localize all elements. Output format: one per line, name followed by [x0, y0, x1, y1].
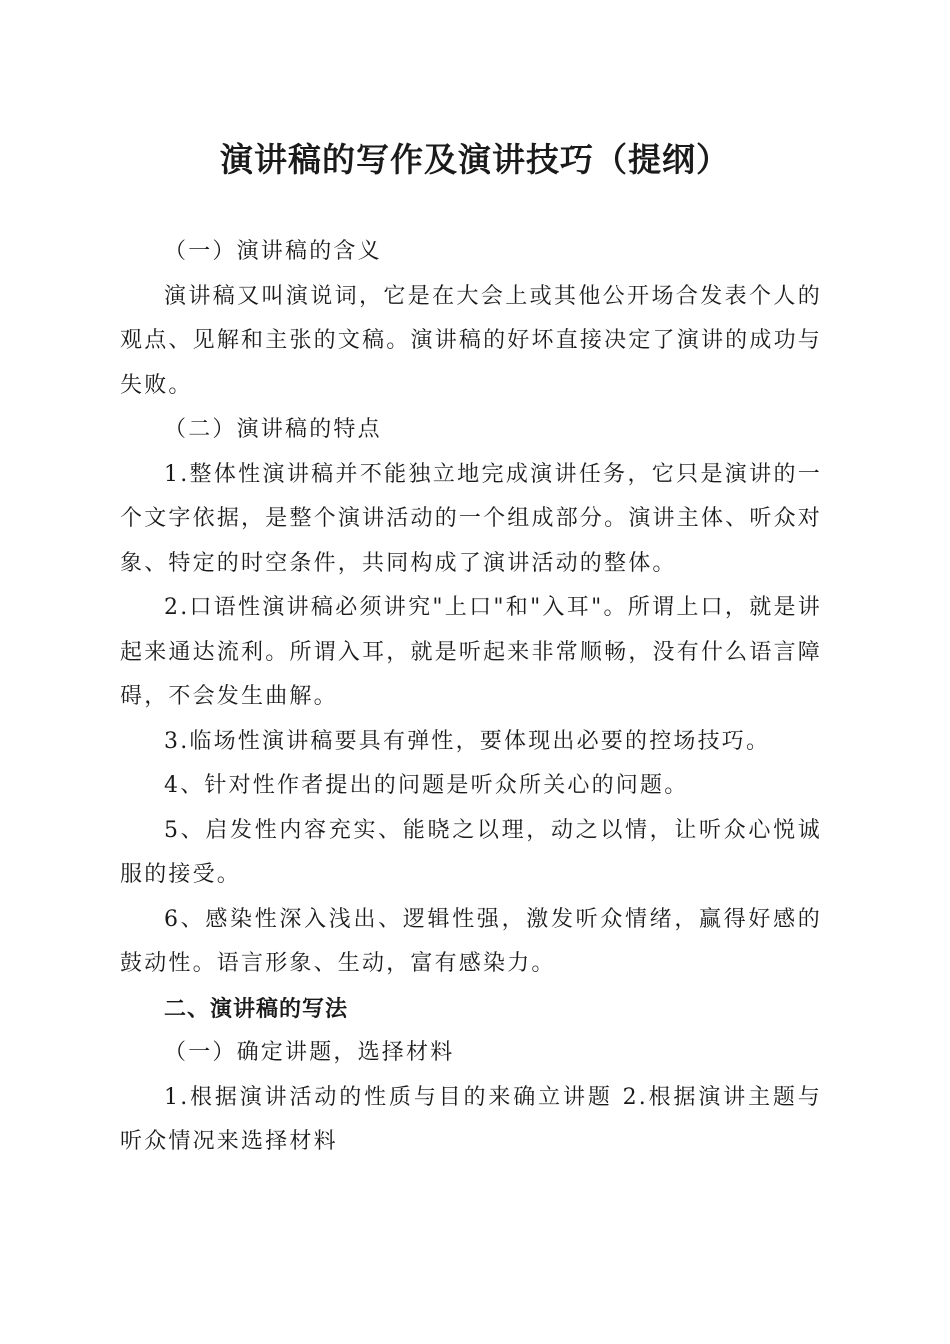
paragraph-feature-6: 6、感染性深入浅出、逻辑性强，激发听众情绪，赢得好感的鼓动性。语言形象、生动，富有感染力。	[120, 906, 822, 976]
paragraph-feature-1: 1.整体性演讲稿并不能独立地完成演讲任务，它只是演讲的一个文字依据，是整个演讲活动的一个组成部分。演讲主体、听众对象、特定的时空条件，共同构成了演讲活动的整体。	[120, 461, 822, 576]
section-heading-topic: （一）确定讲题，选择材料	[164, 1040, 455, 1065]
paragraph-feature-5: 5、启发性内容充实、能晓之以理，动之以情，让听众心悦诚服的接受。	[120, 817, 822, 887]
section-heading-features: （二）演讲稿的特点	[164, 417, 382, 442]
chapter-heading-writing: 二、演讲稿的写法	[164, 995, 349, 1022]
paragraph-feature-2: 2.口语性演讲稿必须讲究"上口"和"入耳"。所谓上口，就是讲起来通达流利。所谓入耳，就是听起来非常顺畅，没有什么语言障碍，不会发生曲解。	[120, 595, 822, 709]
section-heading-meaning: （一）演讲稿的含义	[164, 239, 382, 264]
document-title: 演讲稿的写作及演讲技巧（提纲）	[220, 140, 730, 179]
paragraph-feature-4: 4、针对性作者提出的问题是听众所关心的问题。	[164, 773, 689, 798]
paragraph-meaning: 演讲稿又叫演说词，它是在大会上或其他公开场合发表个人的观点、见解和主张的文稿。演讲稿的好坏直接决定了演讲的成功与失败。	[120, 283, 822, 398]
paragraph-feature-3: 3.临场性演讲稿要具有弹性，要体现出必要的控场技巧。	[164, 728, 771, 754]
document-body	[120, 230, 822, 1165]
paragraph-topic: 1.根据演讲活动的性质与目的来确立讲题 2.根据演讲主题与听众情况来选择材料	[120, 1084, 822, 1154]
